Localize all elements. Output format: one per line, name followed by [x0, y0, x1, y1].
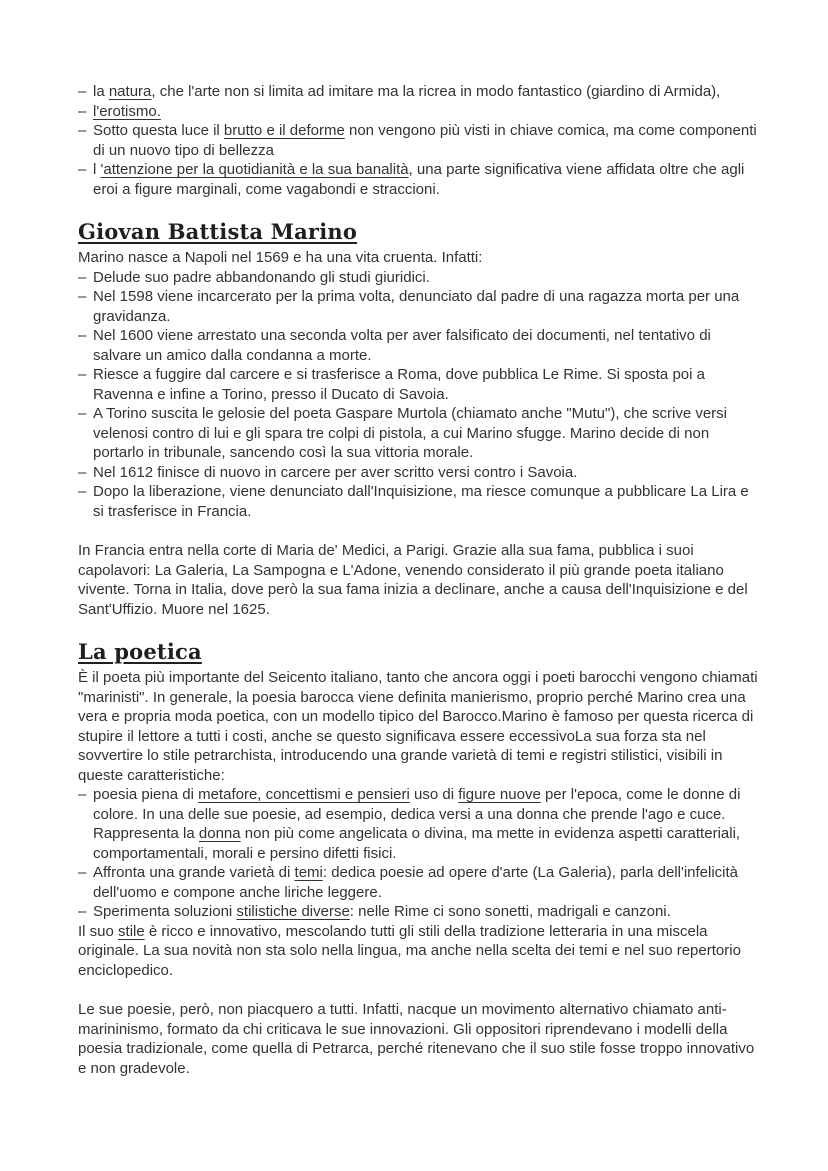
bullet-text	[93, 326, 762, 365]
underlined-text-run: natura	[108, 83, 152, 100]
bullet-text	[93, 902, 762, 922]
text-run: Sperimenta soluzioni	[93, 903, 237, 920]
text-run: Nel 1598 viene incarcerato per la prima volta, denunciato dal padre di una ragazza morta per una gravidanza.	[93, 288, 740, 325]
text-run: per l'epoca, come le donne di colore. In una delle sue poesie, ad esempio, dedica versi a una donna che prende l'ago e cuce. Rappresenta la	[93, 786, 741, 842]
bullet-dash: –	[78, 161, 87, 178]
text-run: : nelle Rime ci sono sonetti, madrigali e canzoni.	[349, 903, 671, 920]
bullet-item	[78, 902, 762, 922]
underlined-text-run: donna	[198, 825, 241, 842]
bullet-text	[93, 160, 762, 199]
underlined-text-run: l'erotismo.	[93, 102, 161, 120]
text-run: , una parte significativa viene affidata oltre che agli eroi a figure marginali, come vagabondi e straccioni.	[93, 161, 745, 198]
bullet-dash: –	[78, 483, 87, 500]
bullet-item	[78, 102, 762, 122]
section-heading: Giovan Battista Marino	[78, 219, 358, 244]
text-run: uso di	[409, 786, 459, 803]
bullet-item	[78, 482, 762, 521]
bullet-dash: –	[78, 122, 87, 139]
bullet-text	[93, 463, 762, 483]
text-run: È il poeta più importante del Seicento italiano, tanto che ancora oggi i poeti barocchi vengono chiamati "marinisti". In generale, la poesia barocca viene definita manierismo, proprio perché Marino crea una vera e propria moda poetica, con un modello tipico del Barocco.Marino è famoso per questa ricerca di stupire il lettore a tutti i costi, anche se questo significava essere eccessivoLa sua forza sta nel sovvertire lo stile petrarchista, introducendo una grande varietà di temi e registri stilistici, visibili in queste caratteristiche:	[78, 669, 758, 784]
paragraph	[78, 1000, 762, 1078]
text-run: non vengono più visti in chiave comica, ma come componenti di un nuovo tipo di bellezza	[93, 122, 757, 159]
text-run: In Francia entra nella corte di Maria de' Medici, a Parigi. Grazie alla sua fama, pubblica i suoi capolavori: La Galeria, La Sampogna e L'Adone, venendo considerato il più grande poeta italiano vivente. Torna in Italia, dove però la sua fama inizia a declinare, anche a causa dell'Inquisizione e del Sant'Uffizio. Muore nel 1625.	[78, 542, 748, 618]
text-run: Nel 1600 viene arrestato una seconda volta per aver falsificato dei documenti, nel tentativo di salvare un amico dalla condanna a morte.	[93, 327, 711, 364]
text-run: : dedica poesie ad opere d'arte (La Galeria), parla dell'infelicità dell'uomo e compone anche liriche leggere.	[93, 864, 739, 901]
bullet-list	[78, 82, 762, 199]
text-run: A Torino suscita le gelosie del poeta Gaspare Murtola (chiamato anche "Mutu"), che scrive versi velenosi contro di lui e gli spara tre colpi di pistola, a cui Marino sfugge. Marino decide di non portarlo in tribunale, sancendo così la sua vittoria morale.	[93, 405, 728, 461]
bullet-dash: –	[78, 288, 87, 305]
bullet-dash: –	[78, 903, 87, 920]
text-run: l	[93, 161, 101, 178]
text-run: la	[93, 83, 109, 100]
bullet-item	[78, 268, 762, 288]
bullet-text	[93, 365, 762, 404]
bullet-item	[78, 863, 762, 902]
bullet-item	[78, 463, 762, 483]
bullet-text	[93, 785, 762, 863]
text-run: Affronta una grande varietà di	[93, 864, 295, 881]
text-run: non più come angelicata o divina, ma mette in evidenza aspetti caratteriali, comportamentali, morali e persino difetti fisici.	[93, 825, 741, 862]
text-run: è ricco e innovativo, mescolando tutti gli stili della tradizione letteraria in una miscela originale. La sua novità non sta solo nella lingua, ma anche nella scelta dei temi e nel suo repertorio enciclopedico.	[78, 922, 741, 979]
underlined-text-run: stile	[118, 922, 145, 940]
bullet-text	[93, 287, 762, 326]
text-run: Sotto questa luce il	[93, 122, 224, 139]
bullet-item	[78, 160, 762, 199]
bullet-text	[93, 102, 762, 122]
text-run: poesia piena di	[93, 786, 199, 803]
bullet-dash: –	[78, 83, 87, 100]
bullet-text	[93, 404, 762, 463]
bullet-dash: –	[78, 405, 87, 422]
bullet-dash: –	[78, 864, 87, 881]
bullet-text	[93, 268, 762, 288]
section-heading: La poetica	[78, 639, 202, 664]
paragraph	[78, 668, 762, 785]
paragraph	[78, 248, 762, 268]
underlined-text-run: stilistiche diverse	[236, 903, 350, 920]
text-run: Il suo	[78, 922, 119, 940]
bullet-dash: –	[78, 102, 87, 120]
text-run: Le sue poesie, però, non piacquero a tutti. Infatti, nacque un movimento alternativo chiamato anti-marininismo, formato da chi criticava le sue innovazioni. Gli oppositori riprendevano i modelli della poesia tradizionale, come quella di Petrarca, perché ritenevano che il suo stile fosse troppo innovativo e non gradevole.	[78, 1001, 755, 1077]
bullet-item	[78, 785, 762, 863]
text-run: Dopo la liberazione, viene denunciato dall'Inquisizione, ma riesce comunque a pubblicare La Lira e si trasferisce in Francia.	[93, 483, 749, 520]
underlined-text-run: temi	[294, 864, 323, 881]
text-run: Nel 1612 finisce di nuovo in carcere per aver scritto versi contro i Savoia.	[93, 463, 578, 481]
bullet-item	[78, 365, 762, 404]
bullet-item	[78, 404, 762, 463]
text-run: Marino nasce a Napoli nel 1569 e ha una vita cruenta. Infatti:	[78, 249, 483, 266]
underlined-text-run: 'attenzione per la quotidianità e la sua banalità	[100, 161, 409, 178]
underlined-text-run: figure nuove	[458, 786, 541, 803]
paragraph	[78, 541, 762, 619]
document-body	[78, 82, 762, 1078]
bullet-item	[78, 326, 762, 365]
bullet-list	[78, 268, 762, 522]
text-run: Riesce a fuggire dal carcere e si trasferisce a Roma, dove pubblica Le Rime. Si sposta poi a Ravenna e infine a Torino, presso il Ducato di Savoia.	[93, 366, 705, 403]
bullet-dash: –	[78, 786, 87, 803]
bullet-dash: –	[78, 268, 87, 286]
text-run: Delude suo padre abbandonando gli studi giuridici.	[93, 268, 430, 286]
bullet-text	[93, 121, 762, 160]
bullet-list	[78, 785, 762, 922]
bullet-item	[78, 287, 762, 326]
bullet-text	[93, 482, 762, 521]
bullet-dash: –	[78, 463, 87, 481]
bullet-text	[93, 863, 762, 902]
text-run: , che l'arte non si limita ad imitare ma la ricrea in modo fantastico (giardino di Armida),	[151, 83, 721, 100]
paragraph	[78, 922, 762, 981]
underlined-text-run: brutto e il deforme	[223, 122, 345, 139]
bullet-item	[78, 121, 762, 160]
bullet-item	[78, 82, 762, 102]
bullet-dash: –	[78, 327, 87, 344]
bullet-dash: –	[78, 366, 87, 383]
underlined-text-run: metafore, concettismi e pensieri	[198, 786, 410, 803]
bullet-text	[93, 82, 762, 102]
